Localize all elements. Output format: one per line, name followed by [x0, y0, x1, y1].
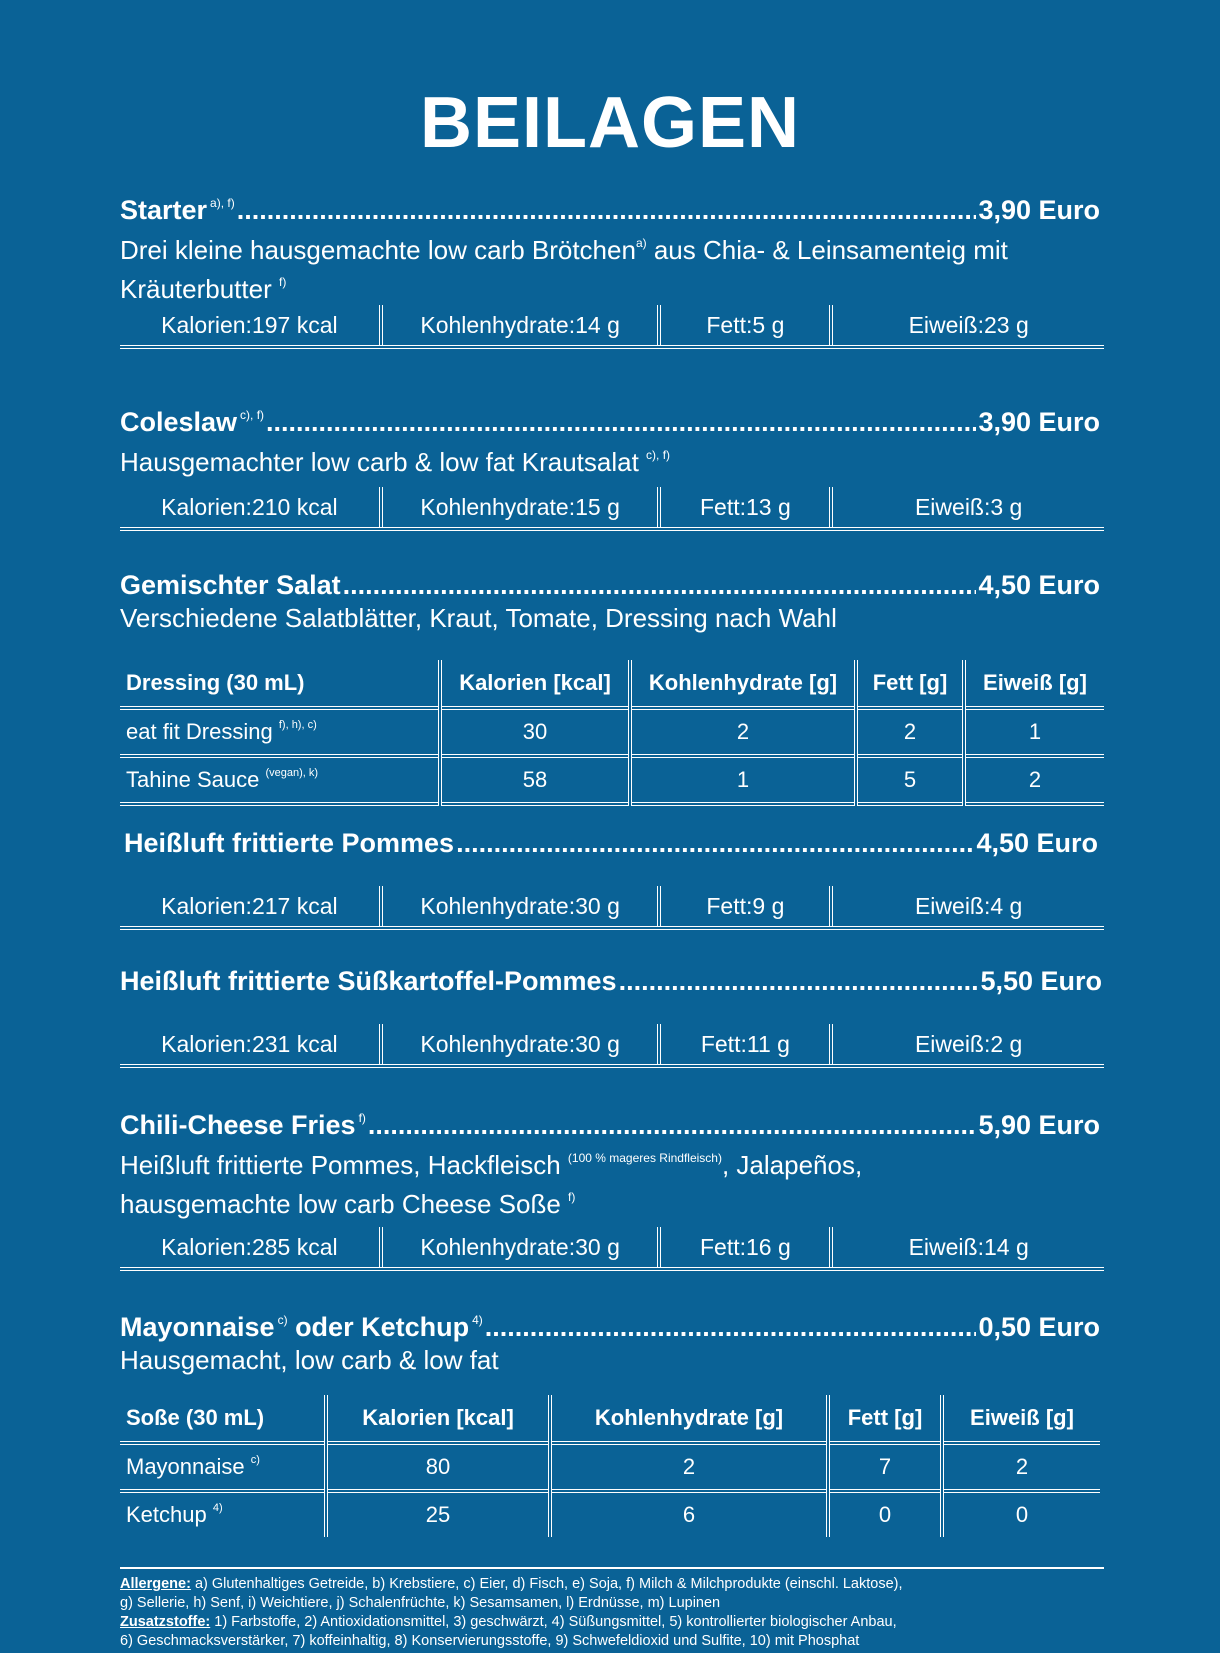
item-price: 3,90 Euro — [978, 407, 1100, 437]
row-label: Mayonnaise $^{c)}$ — [126, 1454, 260, 1479]
cell-carbs: 2 — [550, 1443, 828, 1491]
nutrition-row-starter — [120, 305, 1104, 349]
item-price: 3,90 Euro — [978, 195, 1100, 225]
cell-kcal: 58 — [440, 756, 630, 804]
row-label: Ketchup $^{4)}$ — [126, 1502, 223, 1527]
cell-carbs: 1 — [630, 756, 856, 804]
menu-item-pommes — [124, 826, 1098, 860]
menu-item-starter — [120, 186, 1100, 305]
calories: Kalorien: 231 kcal — [161, 1030, 338, 1057]
item-price: 4,50 Euro — [978, 570, 1100, 600]
cell-protein: 1 — [964, 708, 1104, 756]
protein: Eiweiß: 4 g — [829, 886, 1104, 926]
nutrition-row-suesskartoffel — [120, 1024, 1104, 1068]
menu-item-mayo-ketchup — [120, 1303, 1100, 1376]
allergene-line: Allergene: a) Glutenhaltiges Getreide, b) Krebstiere, c) Eier, d) Fisch, e) Soja, f) Milch & Milchprodukte (einschl. Laktose), — [120, 1576, 903, 1592]
menu-item-chili-cheese-fries — [120, 1101, 1100, 1220]
dot-leader — [343, 568, 977, 602]
menu-item-coleslaw — [120, 398, 1100, 478]
table-header: Fett [g] — [828, 1395, 942, 1443]
item-price: 5,50 Euro — [980, 966, 1102, 996]
carbohydrates: Kohlenhydrate: 15 g — [379, 487, 658, 527]
cell-carbs: 6 — [550, 1491, 828, 1537]
item-description: Drei kleine hausgemachte low carb Brötchen$^{a)}$ aus Chia- & Leinsamenteig mit Kräuterbutter $^{f)}$ — [120, 235, 1008, 304]
row-label: Tahine Sauce $^{(vegan), k)}$ — [126, 767, 319, 792]
dot-leader — [368, 1108, 977, 1142]
item-name: Starter $^{a), f)}$ — [120, 195, 235, 225]
cell-protein: 2 — [942, 1443, 1100, 1491]
cell-fat: 5 — [856, 756, 964, 804]
table-header: Dressing (30 mL) — [126, 670, 305, 695]
calories: Kalorien: 217 kcal — [161, 892, 338, 919]
fat: Fett: 16 g — [657, 1227, 829, 1267]
row-label: eat fit Dressing $^{f), h), c)}$ — [126, 719, 317, 744]
menu-item-suesskartoffel — [120, 964, 1102, 998]
carbohydrates: Kohlenhydrate: 30 g — [379, 1227, 658, 1267]
table-row — [120, 1491, 1100, 1537]
table-header: Eiweiß [g] — [964, 660, 1104, 708]
carbohydrates: Kohlenhydrate: 14 g — [379, 305, 658, 345]
item-price: 5,90 Euro — [978, 1110, 1100, 1140]
nutrition-row-coleslaw — [120, 487, 1104, 531]
item-name: Heißluft frittierte Pommes — [124, 828, 455, 858]
table-header-row — [120, 1395, 1100, 1443]
zusatzstoffe-line: Zusatzstoffe: 1) Farbstoffe, 2) Antioxidationsmittel, 3) geschwärzt, 4) Süßungsmittel, 5) kontrollierter biologischer Anbau, — [120, 1614, 897, 1630]
table-header: Kalorien [kcal] — [326, 1395, 550, 1443]
table-row — [120, 756, 1104, 804]
table-row — [120, 708, 1104, 756]
item-description: Hausgemacht, low carb & low fat — [120, 1345, 499, 1375]
calories: Kalorien: 197 kcal — [161, 311, 338, 338]
dot-leader — [619, 964, 979, 998]
dressing-table — [120, 660, 1104, 806]
dot-leader — [456, 826, 974, 860]
fat: Fett: 11 g — [657, 1024, 829, 1064]
item-name: Mayonnaise $^{c)}$ oder Ketchup $^{4)}$ — [120, 1312, 483, 1342]
table-header: Fett [g] — [856, 660, 964, 708]
calories: Kalorien: 210 kcal — [161, 493, 338, 520]
cell-protein: 2 — [964, 756, 1104, 804]
table-header: Kalorien [kcal] — [440, 660, 630, 708]
protein: Eiweiß: 23 g — [829, 305, 1104, 345]
item-name: Chili-Cheese Fries $^{f)}$ — [120, 1110, 366, 1140]
table-header-row — [120, 660, 1104, 708]
item-description: Hausgemachter low carb & low fat Krautsalat $^{c), f)}$ — [120, 447, 671, 477]
table-header: Eiweiß [g] — [942, 1395, 1100, 1443]
cell-fat: 2 — [856, 708, 964, 756]
protein: Eiweiß: 14 g — [829, 1227, 1104, 1267]
page-title: BEILAGEN — [419, 83, 801, 163]
cell-kcal: 30 — [440, 708, 630, 756]
calories: Kalorien: 285 kcal — [161, 1233, 338, 1260]
cell-kcal: 25 — [326, 1491, 550, 1537]
item-description: Verschiedene Salatblätter, Kraut, Tomate, Dressing nach Wahl — [120, 603, 837, 633]
allergen-footnote — [120, 1567, 1104, 1651]
cell-fat: 0 — [828, 1491, 942, 1537]
cell-fat: 7 — [828, 1443, 942, 1491]
fat: Fett: 5 g — [657, 305, 829, 345]
cell-carbs: 2 — [630, 708, 856, 756]
sauce-table — [120, 1395, 1100, 1537]
protein: Eiweiß: 2 g — [829, 1024, 1104, 1064]
nutrition-row-pommes — [120, 886, 1104, 930]
table-header: Kohlenhydrate [g] — [550, 1395, 828, 1443]
item-name: Heißluft frittierte Süßkartoffel-Pommes — [120, 966, 617, 996]
table-header: Soße (30 mL) — [126, 1405, 265, 1430]
protein: Eiweiß: 3 g — [829, 487, 1104, 527]
fat: Fett: 9 g — [657, 886, 829, 926]
carbohydrates: Kohlenhydrate: 30 g — [379, 1024, 658, 1064]
table-header: Kohlenhydrate [g] — [630, 660, 856, 708]
table-row — [120, 1443, 1100, 1491]
item-name: Gemischter Salat — [120, 570, 341, 600]
item-name: Coleslaw $^{c), f)}$ — [120, 407, 265, 437]
dot-leader — [237, 193, 977, 227]
zusatzstoffe-line-2: 6) Geschmacksverstärker, 7) koffeinhaltig, 8) Konservierungsstoffe, 9) Schwefeldioxid und Sulfite, 10) mit Phosphat — [120, 1633, 860, 1649]
item-price: 4,50 Euro — [976, 828, 1098, 858]
nutrition-row-chili-cheese-fries — [120, 1227, 1104, 1271]
dot-leader — [485, 1310, 977, 1344]
cell-kcal: 80 — [326, 1443, 550, 1491]
item-price: 0,50 Euro — [978, 1312, 1100, 1342]
carbohydrates: Kohlenhydrate: 30 g — [379, 886, 658, 926]
dot-leader — [266, 405, 976, 439]
cell-protein: 0 — [942, 1491, 1100, 1537]
menu-item-salat — [120, 568, 1100, 634]
item-description: Heißluft frittierte Pommes, Hackfleisch $^{(100 \% mageres Rindfleisch)}$, Jalapeños, hausgemachte low carb Cheese Soße $^{f)}$ — [120, 1150, 863, 1219]
allergene-line-2: g) Sellerie, h) Senf, i) Weichtiere, j) Schalenfrüchte, k) Sesamsamen, l) Erdnüsse, m) Lupinen — [120, 1595, 721, 1611]
fat: Fett: 13 g — [657, 487, 829, 527]
